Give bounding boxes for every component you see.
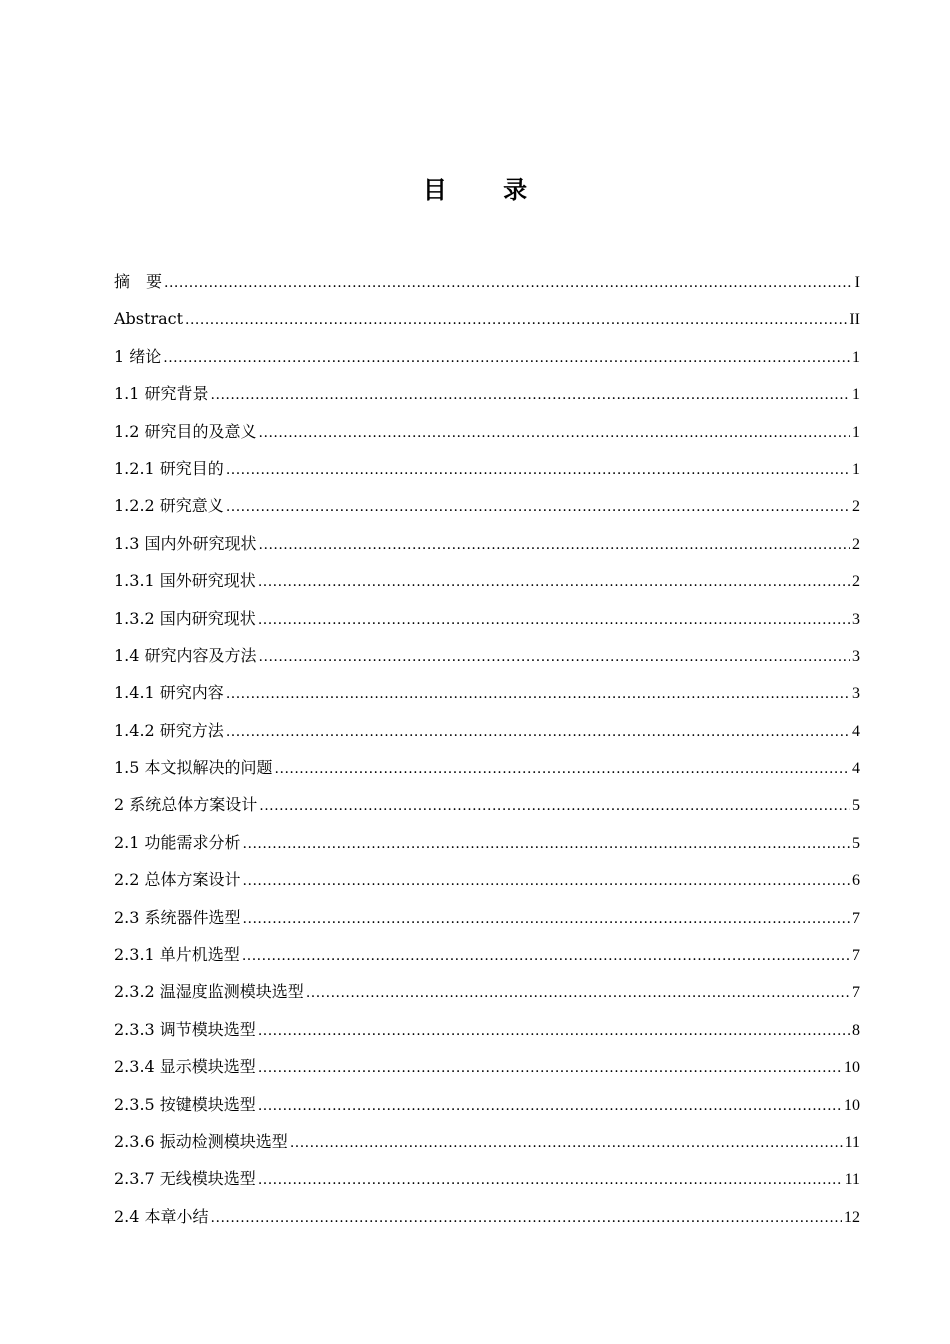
toc-dot-leader <box>211 1198 842 1235</box>
toc-dot-leader <box>275 749 850 786</box>
toc-entry[interactable] <box>114 1123 860 1160</box>
toc-entry-page: II <box>849 311 860 329</box>
toc-dot-leader <box>226 487 850 524</box>
toc-entry[interactable] <box>114 413 860 450</box>
toc-entry-label: 2.3.1 单片机选型 <box>114 945 240 965</box>
toc-entry-label: 1.2.2 研究意义 <box>114 496 224 516</box>
toc-entry-page: 1 <box>852 386 860 404</box>
toc-entry[interactable] <box>114 973 860 1010</box>
toc-entry[interactable] <box>114 375 860 412</box>
toc-entry-label: 1.2 研究目的及意义 <box>114 421 257 441</box>
toc-entry[interactable] <box>114 861 860 898</box>
toc-dot-leader <box>243 899 850 936</box>
toc-entry-label: 1.1 研究背景 <box>114 384 209 404</box>
toc-entry-page: I <box>854 274 860 291</box>
toc-entry-label: 1.3.1 国外研究现状 <box>114 571 256 591</box>
toc-entry-label: 2.3.7 无线模块选型 <box>114 1169 256 1189</box>
toc-title: 目 录 <box>422 176 552 204</box>
toc-entry-label: 2.3.2 温湿度监测模块选型 <box>114 982 304 1002</box>
toc-dot-leader <box>290 1123 843 1160</box>
toc-dot-leader <box>258 1086 842 1123</box>
toc-entry-label: 1.4.2 研究方法 <box>114 720 224 740</box>
toc-entry[interactable] <box>114 300 860 337</box>
toc-dot-leader <box>258 600 850 637</box>
toc-entry[interactable] <box>114 824 860 861</box>
toc-dot-leader <box>258 562 850 599</box>
toc-dot-leader <box>258 1011 850 1048</box>
toc-dot-leader <box>259 637 850 674</box>
toc-entry-page: 3 <box>852 685 860 703</box>
toc-entry[interactable] <box>114 674 860 711</box>
toc-entry-label: 1.3 国内外研究现状 <box>114 533 257 553</box>
toc-entry-label: 1 绪论 <box>114 346 162 366</box>
toc-entry[interactable] <box>114 1160 860 1197</box>
toc-dot-leader <box>258 1160 843 1197</box>
toc-entry-page: 7 <box>852 947 860 965</box>
toc-entry-page: 1 <box>852 460 860 478</box>
toc-entry-label: Abstract <box>114 309 184 329</box>
toc-entry-page: 2 <box>852 498 860 516</box>
toc-dot-leader <box>243 861 850 898</box>
toc-dot-leader <box>243 824 850 861</box>
toc-entry[interactable] <box>114 786 860 823</box>
toc-entry[interactable] <box>114 1048 860 1085</box>
toc-entry-label: 2 系统总体方案设计 <box>114 795 258 815</box>
toc-entry-label: 2.3.5 按键模块选型 <box>114 1094 256 1114</box>
toc-entry-page: 6 <box>852 872 860 890</box>
toc-entry-label: 2.3.6 振动检测模块选型 <box>114 1131 288 1151</box>
toc-dot-leader <box>306 973 850 1010</box>
toc-entry-page: 5 <box>852 797 860 815</box>
toc-entry-label: 2.4 本章小结 <box>114 1206 209 1226</box>
toc-entry[interactable] <box>114 1011 860 1048</box>
toc-entry-page: 4 <box>852 760 860 778</box>
toc-entry[interactable] <box>114 263 860 300</box>
toc-entry-label: 2.3.4 显示模块选型 <box>114 1057 256 1077</box>
toc-entry-label: 1.5 本文拟解决的问题 <box>114 758 273 778</box>
toc-entry-label: 1.3.2 国内研究现状 <box>114 608 256 628</box>
toc-entry-page: 10 <box>844 1096 860 1114</box>
toc-entry[interactable] <box>114 1198 860 1235</box>
toc-entry[interactable] <box>114 637 860 674</box>
toc-entry-page: 2 <box>852 573 860 591</box>
toc-entry-page: 7 <box>852 909 860 927</box>
toc-entry-label: 1.4 研究内容及方法 <box>114 645 257 665</box>
toc-dot-leader <box>259 786 850 823</box>
toc-entry-page: 1 <box>852 348 860 366</box>
toc-entry-page: 3 <box>852 647 860 665</box>
toc-entry[interactable] <box>114 562 860 599</box>
toc-dot-leader <box>242 936 850 973</box>
toc-entry-label: 2.2 总体方案设计 <box>114 870 241 890</box>
toc-entry-label: 2.3.3 调节模块选型 <box>114 1019 256 1039</box>
toc-entry-page: 3 <box>852 610 860 628</box>
toc-entry-label: 摘 要 <box>114 272 163 291</box>
toc-entry-page: 5 <box>852 834 860 852</box>
toc-dot-leader <box>259 525 850 562</box>
toc-dot-leader <box>259 413 850 450</box>
toc-entry-label: 2.3 系统器件选型 <box>114 907 241 927</box>
toc-dot-leader <box>258 1048 842 1085</box>
toc-entry-page: 11 <box>844 1171 860 1189</box>
toc-entry[interactable] <box>114 749 860 786</box>
toc-entry-label: 1.4.1 研究内容 <box>114 683 224 703</box>
toc-entry[interactable] <box>114 450 860 487</box>
toc-entry[interactable] <box>114 600 860 637</box>
toc-entry-page: 12 <box>844 1208 860 1226</box>
toc-entry-page: 8 <box>852 1021 860 1039</box>
toc-dot-leader <box>226 674 850 711</box>
toc-entry-page: 10 <box>844 1059 860 1077</box>
toc-entry[interactable] <box>114 525 860 562</box>
toc-dot-leader <box>226 712 850 749</box>
toc-dot-leader <box>226 450 850 487</box>
toc-entry[interactable] <box>114 899 860 936</box>
toc-dot-leader <box>211 375 850 412</box>
toc-entry-page: 2 <box>852 535 860 553</box>
toc-entry[interactable] <box>114 712 860 749</box>
toc-dot-leader <box>163 338 850 375</box>
toc-dot-leader <box>164 263 853 300</box>
toc-entry[interactable] <box>114 936 860 973</box>
toc-entry[interactable] <box>114 1086 860 1123</box>
toc-entry-page: 11 <box>844 1133 860 1151</box>
toc-entry[interactable] <box>114 487 860 524</box>
table-of-contents <box>114 263 860 1235</box>
toc-entry-label: 1.2.1 研究目的 <box>114 458 224 478</box>
toc-entry-page: 4 <box>852 722 860 740</box>
toc-dot-leader <box>185 300 847 337</box>
toc-entry-label: 2.1 功能需求分析 <box>114 832 241 852</box>
toc-entry-page: 7 <box>852 984 860 1002</box>
toc-entry[interactable] <box>114 338 860 375</box>
toc-entry-page: 1 <box>852 423 860 441</box>
